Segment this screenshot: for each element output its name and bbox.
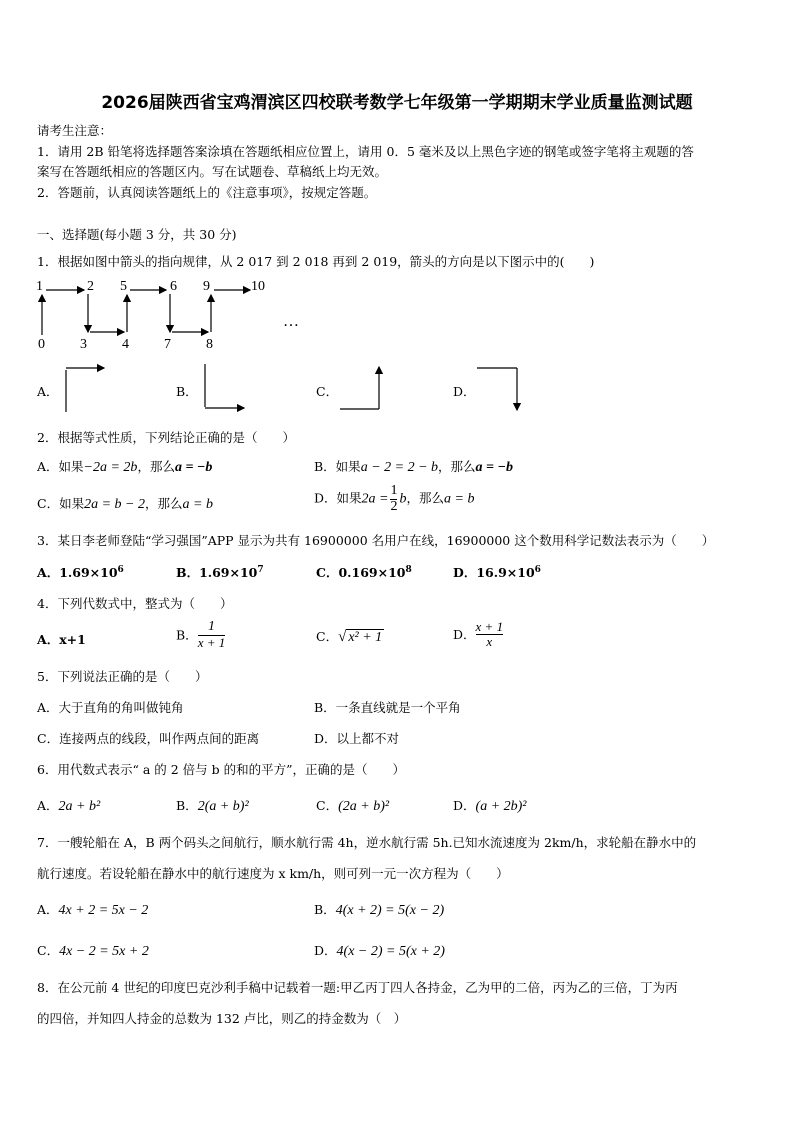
option-text: B．如果 <box>314 459 361 474</box>
option-d-arrow-icon <box>475 360 530 416</box>
math-expr: a = −b <box>475 460 514 475</box>
pattern-number: 6 <box>170 279 177 294</box>
notice-item-2: 2．答题前，认真阅读答题纸上的《注意事项》，按规定答题。 <box>37 185 377 200</box>
question-6-option-b <box>176 796 249 815</box>
question-6-option-d <box>453 796 527 815</box>
exponent: 8 <box>405 564 412 575</box>
pattern-number: 10 <box>251 279 265 294</box>
option-text: D． <box>453 627 476 643</box>
option-text: D．16.9×10 <box>453 565 535 580</box>
option-text: A． <box>37 902 59 917</box>
exponent: 7 <box>257 564 264 575</box>
question-4-option-c <box>316 627 384 646</box>
sqrt-sign: √ <box>338 629 347 645</box>
exponent: 6 <box>117 564 124 575</box>
pattern-number: 3 <box>80 337 87 352</box>
option-text: C． <box>37 943 60 958</box>
option-text: B．1.69×10 <box>176 565 258 580</box>
question-7-stem-cont: 航行速度。若设轮船在静水中的航行速度为 x km/h，则可列一元一次方程为（ ） <box>37 866 509 881</box>
question-3-stem: 3．某日李老师登陆“学习强国”APP 显示为共有 16900000 名用户在线，16900000 这个数用科学记数法表示为（ ） <box>37 533 715 548</box>
question-5-option-b: B．一条直线就是一个平角 <box>314 700 461 715</box>
question-1-stem: 1．根据如图中箭头的指向规律，从 2 017 到 2 018 再到 2 019，箭头的方向是以下图示中的( ) <box>37 254 595 269</box>
option-b-label: B． <box>176 384 198 399</box>
option-text: ，那么 <box>144 496 183 511</box>
question-8-stem: 8．在公元前 4 世纪的印度巴克沙利手稿中记载着一题:甲乙丙丁四人各持金，乙为甲的二倍，丙为乙的三倍，丁为丙 <box>37 980 678 995</box>
math-expr: 2a = <box>361 491 389 507</box>
question-2-option-b <box>314 457 513 476</box>
question-4-option-a: A．x+1 <box>37 632 86 647</box>
ellipsis: … <box>283 313 299 330</box>
fraction <box>198 620 226 649</box>
question-7-option-d <box>314 941 445 960</box>
fraction <box>390 484 397 514</box>
option-b-arrow-icon <box>198 360 253 416</box>
math-expr: a − 2 = 2 − b <box>360 460 439 475</box>
option-c-label: C． <box>316 384 339 399</box>
pattern-number: 5 <box>120 279 127 294</box>
option-text: C．0.169×10 <box>316 565 406 580</box>
question-5-option-c: C．连接两点的线段，叫作两点间的距离 <box>37 731 260 746</box>
radicand: x² + 1 <box>348 630 383 645</box>
math-expr: 4(x − 2) = 5(x + 2) <box>336 944 445 959</box>
option-text: D． <box>453 798 476 813</box>
math-expr: b <box>399 491 407 507</box>
math-expr: 2(a + b)² <box>197 799 249 814</box>
exponent: 6 <box>534 564 541 575</box>
question-2-option-c <box>37 494 213 513</box>
math-expr: a = b <box>444 491 475 507</box>
question-7-option-a <box>37 900 148 919</box>
pattern-number: 8 <box>206 337 213 352</box>
question-4-stem: 4．下列代数式中，整式为（ ） <box>37 596 233 611</box>
question-7-stem: 7．一艘轮船在 A，B 两个码头之间航行，顺水航行需 4h，逆水航行需 5h.已知水流速度为 2km/h，求轮船在静水中的 <box>37 835 697 850</box>
question-8-stem-cont: 的四倍，并知四人持金的总数为 132 卢比，则乙的持金数为（ ） <box>37 1011 407 1026</box>
notice-header: 请考生注意： <box>37 123 113 138</box>
option-text: C．如果 <box>37 496 85 511</box>
question-3-option-d <box>453 563 541 581</box>
option-c-arrow-icon <box>338 360 393 416</box>
numerator: 1 <box>390 483 398 498</box>
pattern-number: 1 <box>36 279 43 294</box>
question-3-option-c <box>316 563 412 581</box>
question-6-option-c <box>316 796 389 815</box>
pattern-number: 2 <box>87 279 94 294</box>
pattern-number: 0 <box>38 337 45 352</box>
question-3-option-b <box>176 563 264 581</box>
option-text: ，那么 <box>137 459 175 474</box>
question-3-option-a <box>37 563 124 581</box>
option-d-label: D． <box>453 384 476 399</box>
math-expr: 2a + b² <box>58 799 101 814</box>
notice-item-1-cont: 案写在答题纸相应的答题区内。写在试题卷、草稿纸上均无效。 <box>37 164 388 179</box>
section-heading: 一、选择题(每小题 3 分，共 30 分) <box>37 227 237 242</box>
denominator: 2 <box>390 498 398 514</box>
question-7-option-c <box>37 941 149 960</box>
math-expr: 2a = b − 2 <box>84 497 145 512</box>
option-a-label: A． <box>37 384 59 399</box>
option-text: B． <box>176 627 198 643</box>
question-5-option-a: A．大于直角的角叫做钝角 <box>37 700 184 715</box>
pattern-number: 7 <box>164 337 171 352</box>
option-text: C． <box>316 798 339 813</box>
option-text: A． <box>37 798 59 813</box>
question-6-stem: 6．用代数式表示“ a 的 2 倍与 b 的和的平方”，正确的是（ ） <box>37 762 405 777</box>
page-title: 2026届陕西省宝鸡渭滨区四校联考数学七年级第一学期期末学业质量监测试题 <box>101 93 693 113</box>
pattern-number: 9 <box>203 279 210 294</box>
math-expr: a = −b <box>174 460 213 475</box>
numerator: 1 <box>207 619 215 634</box>
question-5-stem: 5．下列说法正确的是（ ） <box>37 669 208 684</box>
question-7-option-b <box>314 900 444 919</box>
option-text: D． <box>314 943 337 958</box>
option-text: ，那么 <box>438 459 476 474</box>
arrow-pattern-svg <box>0 270 300 350</box>
fraction <box>476 620 504 648</box>
option-text: B． <box>176 798 198 813</box>
pattern-number: 4 <box>122 337 129 352</box>
question-4-option-d <box>453 620 503 648</box>
option-text: B． <box>314 902 336 917</box>
question-6-option-a <box>37 796 100 815</box>
question-4-option-b <box>176 620 225 649</box>
math-expr: −2a = 2b <box>83 460 138 475</box>
math-expr: 4x − 2 = 5x + 2 <box>59 944 149 959</box>
numerator: x + 1 <box>475 619 504 634</box>
option-text: A．如果 <box>37 459 84 474</box>
option-text: A．1.69×10 <box>37 565 118 580</box>
denominator: x + 1 <box>197 634 226 650</box>
question-2-stem: 2．根据等式性质，下列结论正确的是（ ） <box>37 430 295 445</box>
option-text: ，那么 <box>406 490 444 506</box>
math-expr: (a + 2b)² <box>475 799 527 814</box>
math-expr: 4(x + 2) = 5(x − 2) <box>335 903 445 918</box>
question-2-option-a <box>37 457 212 476</box>
math-expr: a = b <box>182 497 213 512</box>
math-expr: (2a + b)² <box>338 799 390 814</box>
denominator: x <box>486 633 493 649</box>
question-5-option-d: D．以上都不对 <box>314 731 400 746</box>
option-text: D．如果 <box>314 490 362 506</box>
math-expr: 4x + 2 = 5x − 2 <box>58 903 149 918</box>
option-text: C． <box>316 629 339 644</box>
option-a-arrow-icon <box>60 360 115 416</box>
question-2-option-d <box>314 484 474 514</box>
notice-item-1: 1．请用 2B 铅笔将选择题答案涂填在答题纸相应位置上，请用 0．5 毫米及以上黑色字迹的钢笔或签字笔将主观题的答 <box>37 144 694 159</box>
